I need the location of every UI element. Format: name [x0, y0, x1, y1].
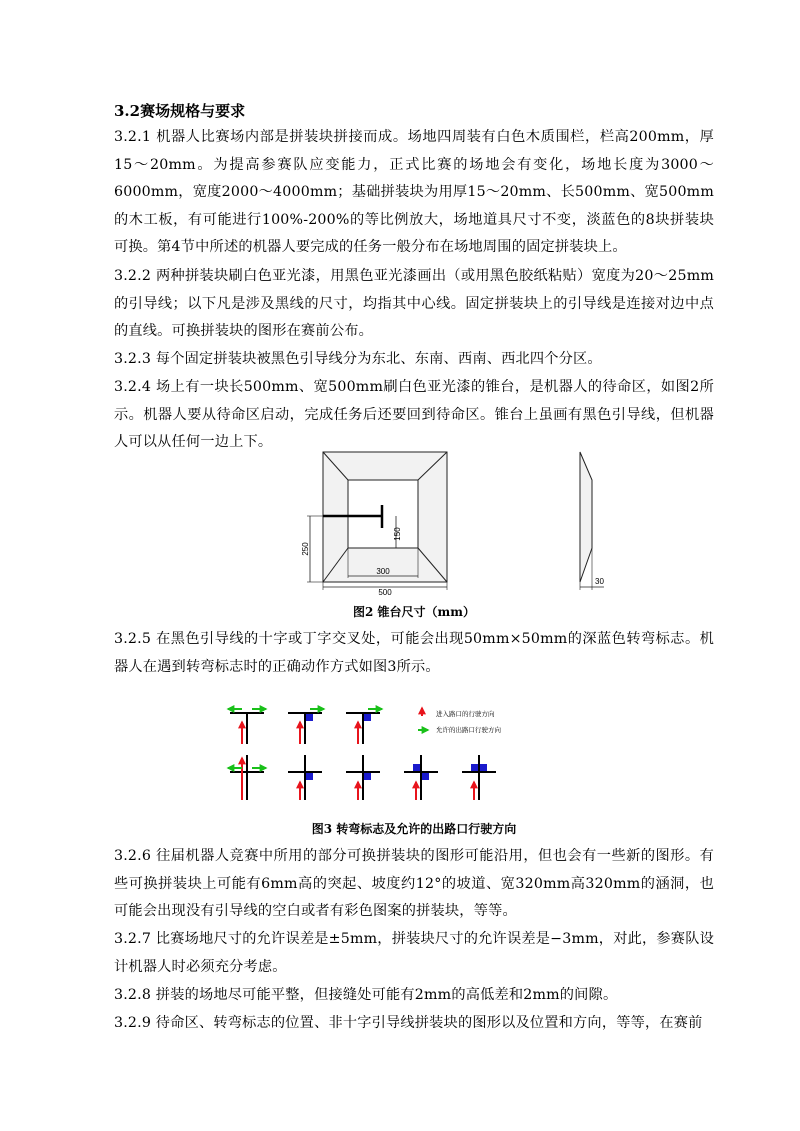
turn-case-t-marker-right-2 — [346, 709, 382, 744]
legend-exit-label: 允许的出路口行驶方向 — [436, 727, 501, 734]
paragraph-3-2-4: 3.2.4 场上有一块长500mm、宽500mm刷白色亚光漆的锥台，是机器人的待命区，如图2所示。机器人要从待命区启动，完成任务后还要回到待命区。锥台上虽画有黑色引导线，但机器人可以从任何一边上下。 — [114, 379, 714, 451]
dim-150-label: 150 — [393, 527, 402, 541]
dim-500-label: 500 — [378, 588, 392, 597]
figure-3-caption: 图3 转弯标志及允许的出路口行驶方向 — [311, 822, 517, 836]
paragraph-3-2-2: 3.2.2 两种拼装块刷白色亚光漆，用黑色亚光漆画出（或用黑色胶纸粘贴）宽度为20～25mm的引导线；以下凡是涉及黑线的尺寸，均指其中心线。固定拼装块上的引导线是连接对边中点的直线。可换拼装块的图形在赛前公布。 — [114, 268, 714, 340]
paragraph-3-2-3: 3.2.3 每个固定拼装块被黑色引导线分为东北、东南、西南、西北四个分区。 — [114, 351, 602, 367]
turn-marker — [422, 773, 429, 780]
paragraph-3-2-1: 3.2.1 机器人比赛场内部是拼装块拼接而成。场地四周装有白色木质围栏，栏高200mm，厚15～20mm。为提高参赛队应变能力，正式比赛的场地会有变化，场地长度为3000～6000mm，宽度2000～4000mm；基础拼装块为用厚15～20mm、长500mm、宽500mm的木工板，有可能进行100%-200%的等比例放大，场地道具尺寸不变，淡蓝色的8块拼装块可换。第4节中所述的机器人要完成的任务一般分布在场地周围的固定拼装块上。 — [114, 129, 714, 256]
turn-marker — [306, 714, 313, 721]
turn-marker — [306, 773, 313, 780]
figure-2-cone-platform — [301, 448, 624, 598]
figure-3-turn-markers — [222, 700, 602, 812]
turn-marker — [471, 764, 478, 771]
platform-side-view — [580, 452, 592, 582]
legend-entry-label: 进入路口的行驶方向 — [436, 711, 495, 718]
paragraph-3-2-6: 3.2.6 往届机器人竞赛中所用的部分可换拼装块的图形可能沿用，但也会有一些新的图形。有些可换拼装块上可能有6mm高的突起、坡度约12°的坡道、宽320mm高320mm的涵洞，也可能会出现没有引导线的空白或者有彩色图案的拼装块，等等。 — [114, 848, 714, 920]
paragraph-3-2-5: 3.2.5 在黑色引导线的十字或丁字交叉处，可能会出现50mm×50mm的深蓝色转弯标志。机器人在遇到转弯标志时的正确动作方式如图3所示。 — [114, 631, 714, 675]
turn-marker — [480, 764, 487, 771]
paragraph-3-2-9: 3.2.9 待命区、转弯标志的位置、非十字引导线拼装块的图形以及位置和方向，等等，在赛前 — [114, 1015, 703, 1031]
turn-case-cross-marker-se-2 — [346, 755, 380, 800]
turn-marker — [413, 764, 420, 771]
turn-marker — [364, 714, 371, 721]
turn-case-t-marker-right — [288, 709, 324, 744]
turn-marker — [364, 773, 371, 780]
figure-3-legend — [418, 708, 502, 734]
dim-300-label: 300 — [376, 567, 390, 576]
turn-case-cross-no-marker — [228, 755, 266, 800]
turn-case-cross-marker-double — [404, 755, 438, 800]
paragraph-3-2-8: 3.2.8 拼装的场地尽可能平整，但接缝处可能有2mm的高低差和2mm的间隙。 — [114, 987, 618, 1003]
dim-250-label: 250 — [301, 542, 310, 556]
turn-case-cross-marker-double-2 — [462, 755, 496, 800]
turn-case-cross-marker-se — [288, 755, 322, 800]
dim-30-label: 30 — [595, 577, 604, 586]
paragraph-3-2-7: 3.2.7 比赛场地尺寸的允许误差是±5mm，拼装块尺寸的允许误差是−3mm，对此，参赛队设计机器人时必须充分考虑。 — [114, 931, 714, 975]
section-heading: 3.2赛场规格与要求 — [114, 102, 246, 120]
turn-case-t-no-marker — [228, 709, 266, 744]
figure-2-caption: 图2 锥台尺寸（mm） — [353, 605, 475, 619]
